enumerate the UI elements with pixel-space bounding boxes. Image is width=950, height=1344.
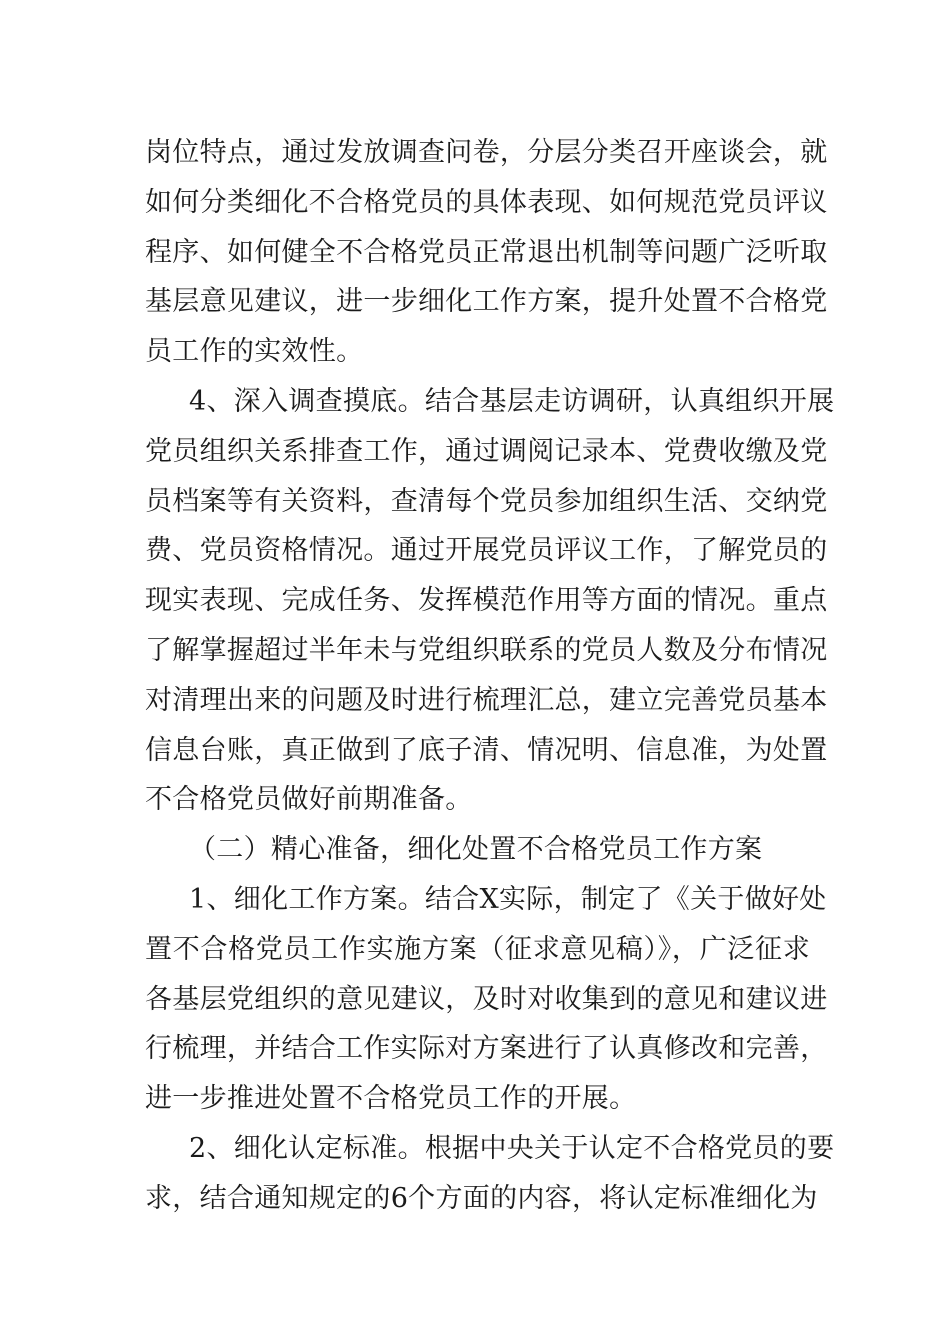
text-line: 求，结合通知规定的6个方面的内容，将认定标准细化为 bbox=[145, 1182, 818, 1214]
text-line: 党员组织关系排查工作，通过调阅记录本、党费收缴及党 bbox=[145, 435, 828, 467]
text-line: 现实表现、完成任务、发挥模范作用等方面的情况。重点 bbox=[145, 585, 828, 617]
text-line: 不合格党员做好前期准备。 bbox=[145, 784, 473, 816]
text-line: 基层意见建议，进一步细化工作方案，提升处置不合格党 bbox=[145, 286, 828, 318]
text-line: 行梳理，并结合工作实际对方案进行了认真修改和完善， bbox=[145, 1033, 828, 1065]
paragraph-first-line: 1、细化工作方案。结合X实际，制定了《关于做好处 bbox=[189, 883, 827, 915]
text-line: 费、党员资格情况。通过开展党员评议工作，了解党员的 bbox=[145, 535, 828, 567]
text-line: 如何分类细化不合格党员的具体表现、如何规范党员评议 bbox=[145, 186, 828, 218]
text-line: 岗位特点，通过发放调查问卷，分层分类召开座谈会，就 bbox=[145, 137, 828, 168]
paragraph-first-line: 2、细化认定标准。根据中央关于认定不合格党员的要 bbox=[189, 1132, 835, 1164]
text-line: 了解掌握超过半年未与党组织联系的党员人数及分布情况 bbox=[145, 634, 828, 666]
text-line: 信息台账，真正做到了底子清、情况明、信息准，为处置 bbox=[145, 734, 828, 766]
paragraph-first-line: 4、深入调查摸底。结合基层走访调研，认真组织开展 bbox=[189, 385, 835, 417]
text-line: 各基层党组织的意见建议，及时对收集到的意见和建议进 bbox=[145, 983, 828, 1015]
text-line: 置不合格党员工作实施方案（征求意见稿）》，广泛征求 bbox=[145, 933, 810, 965]
text-line: 进一步推进处置不合格党员工作的开展。 bbox=[145, 1083, 637, 1115]
text-line: 员工作的实效性。 bbox=[145, 336, 364, 368]
section-heading: （二）精心准备，细化处置不合格党员工作方案 bbox=[189, 834, 763, 866]
text-line: 员档案等有关资料，查清每个党员参加组织生活、交纳党 bbox=[145, 485, 828, 517]
text-line: 对清理出来的问题及时进行梳理汇总，建立完善党员基本 bbox=[145, 684, 828, 716]
text-line: 程序、如何健全不合格党员正常退出机制等问题广泛听取 bbox=[145, 236, 828, 268]
document-page bbox=[145, 128, 835, 1224]
